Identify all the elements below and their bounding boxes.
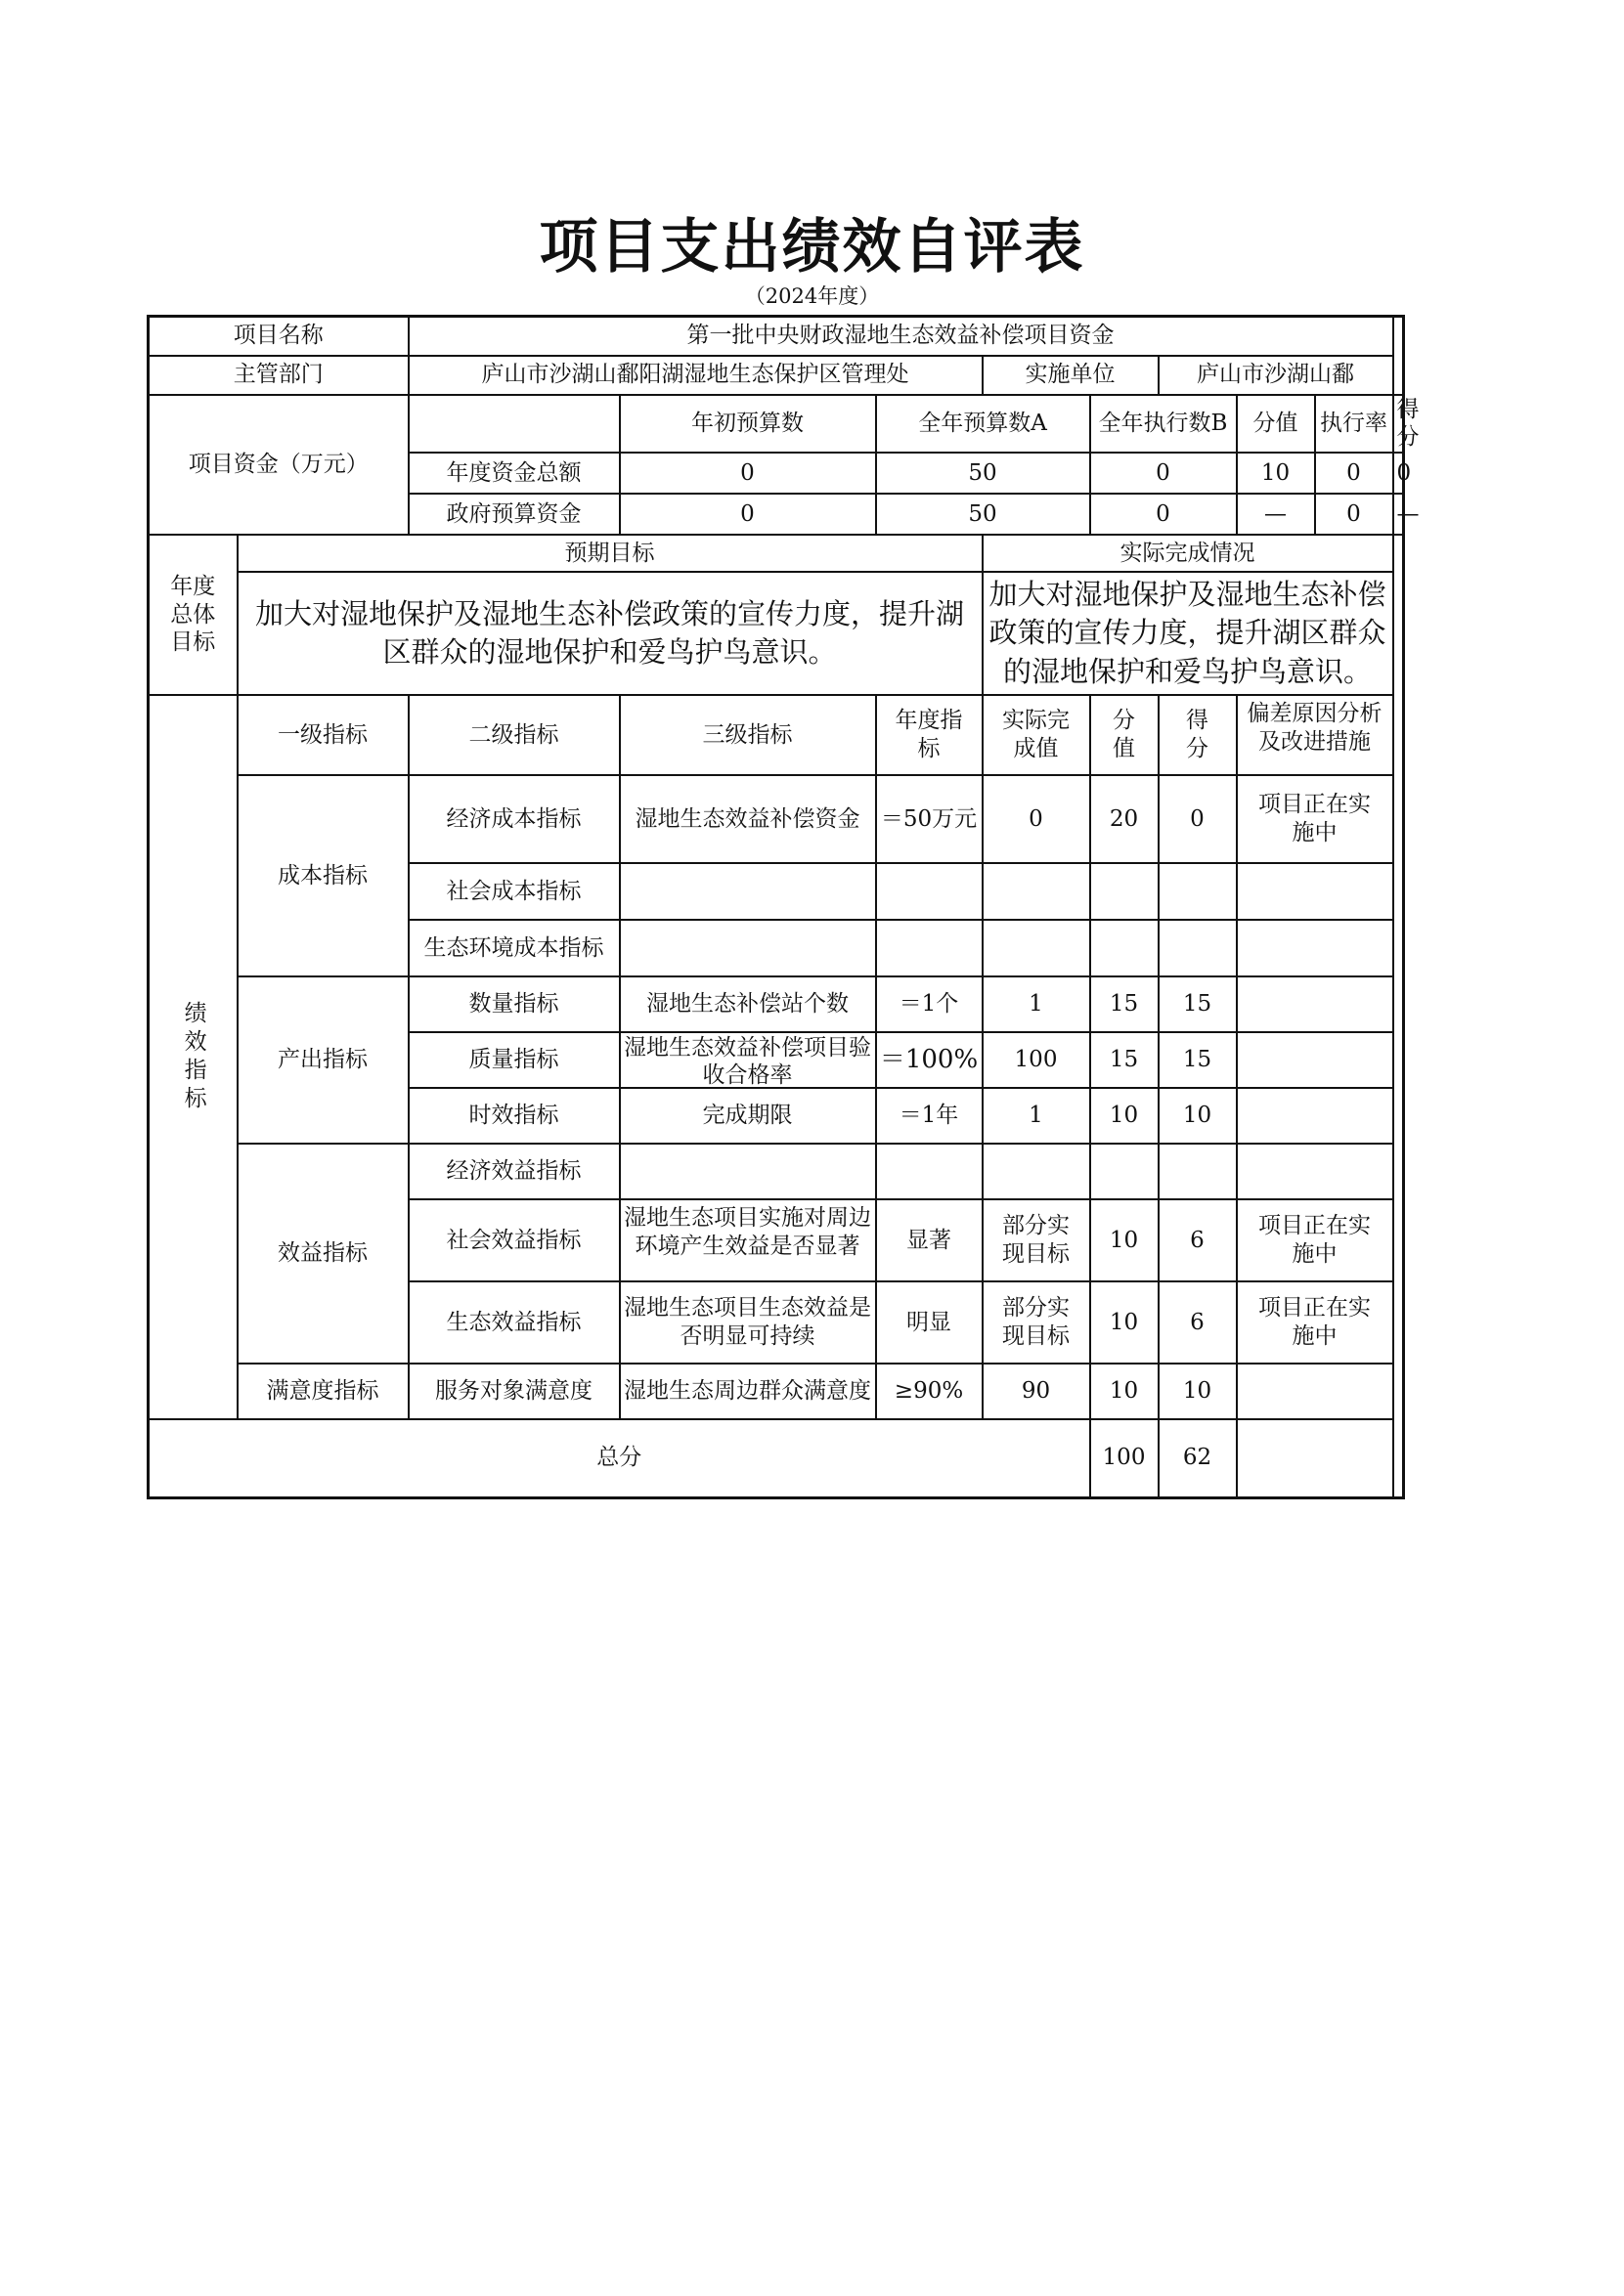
dept-value: 庐山市沙湖山鄱阳湖湿地生态保护区管理处 (409, 356, 983, 395)
col-actual: 实际完成值 (983, 695, 1090, 775)
perf-score (1090, 920, 1159, 976)
perf-l3: 湿地生态项目生态效益是否明显可持续 (620, 1281, 876, 1364)
funds-score: — (1237, 494, 1315, 535)
perf-l3: 完成期限 (620, 1088, 876, 1144)
col-exec-rate-text: 执行率 (1320, 411, 1387, 437)
perf-label-cell (149, 695, 238, 1419)
perf-l2: 数量指标 (409, 976, 620, 1032)
perf-actual: 100 (983, 1032, 1090, 1088)
col-level2: 二级指标 (409, 695, 620, 775)
funds-row-label: 政府预算资金 (409, 494, 620, 535)
year-subtitle: （2024年度） (744, 284, 880, 308)
perf-l3: 湿地生态补偿站个数 (620, 976, 876, 1032)
expected-goal-text: 加大对湿地保护及湿地生态补偿政策的宣传力度，提升湖区群众的湿地保护和爱鸟护鸟意识。 (238, 572, 983, 695)
perf-row (149, 1364, 1404, 1419)
group-output: 产出指标 (238, 976, 409, 1144)
col-target: 年度指标 (876, 695, 983, 775)
perf-target: ＝50万元 (876, 775, 983, 863)
perf-score (1090, 863, 1159, 920)
perf-label: 绩效指标 (180, 1000, 206, 1114)
perf-got: 10 (1159, 1088, 1237, 1144)
perf-l3-cell (620, 1032, 876, 1088)
perf-l2: 社会成本指标 (409, 863, 620, 920)
funds-got: — (1393, 494, 1404, 535)
perf-reason (1237, 1088, 1393, 1144)
total-row (149, 1419, 1404, 1497)
funds-annual: 50 (876, 494, 1090, 535)
perf-score: 10 (1090, 1088, 1159, 1144)
perf-row (149, 976, 1404, 1032)
dept-row (149, 356, 1404, 395)
group-satisfaction: 满意度指标 (238, 1364, 409, 1419)
perf-l2: 生态环境成本指标 (409, 920, 620, 976)
perf-l2: 时效指标 (409, 1088, 620, 1144)
perf-l3 (620, 1144, 876, 1199)
perf-actual: 部分实现目标 (983, 1281, 1090, 1364)
expected-goal-label: 预期目标 (238, 535, 983, 572)
group-cost: 成本指标 (238, 775, 409, 976)
funds-header-blank (409, 395, 620, 454)
perf-l3: 湿地生态项目实施对周边环境产生效益是否显著 (624, 1205, 871, 1259)
self-evaluation-table (147, 315, 1420, 1499)
perf-header-row (149, 695, 1404, 775)
total-reason (1237, 1419, 1393, 1497)
perf-reason (1237, 863, 1393, 920)
col-annual-budget: 全年预算数A (876, 395, 1090, 454)
perf-target: ＝1年 (876, 1088, 983, 1144)
perf-l2: 质量指标 (409, 1032, 620, 1088)
col-level3: 三级指标 (620, 695, 876, 775)
perf-target (876, 863, 983, 920)
perf-score: 10 (1090, 1281, 1159, 1364)
perf-got: 15 (1159, 976, 1237, 1032)
perf-got (1159, 920, 1237, 976)
perf-actual (983, 863, 1090, 920)
perf-actual: 1 (983, 1088, 1090, 1144)
funds-initial: 0 (620, 453, 876, 494)
perf-target: 明显 (876, 1281, 983, 1364)
perf-reason (1237, 1032, 1393, 1088)
goal-label: 年度总体目标 (149, 535, 238, 695)
funds-annual: 50 (876, 453, 1090, 494)
perf-l3 (620, 863, 876, 920)
perf-score: 15 (1090, 1032, 1159, 1088)
col-perf-score: 分值 (1090, 695, 1159, 775)
perf-reason (1237, 976, 1393, 1032)
perf-target: ≥90% (876, 1364, 983, 1419)
perf-l2: 服务对象满意度 (409, 1364, 620, 1419)
funds-exec: 0 (1090, 494, 1237, 535)
actual-goal-label: 实际完成情况 (983, 535, 1393, 572)
perf-reason (1237, 920, 1393, 976)
funds-rate: 0 (1315, 453, 1393, 494)
project-name-row (149, 317, 1404, 356)
perf-actual: 1 (983, 976, 1090, 1032)
total-label: 总分 (149, 1419, 1090, 1497)
col-reason (1237, 695, 1393, 775)
perf-got: 6 (1159, 1199, 1237, 1281)
perf-target: ＝100% (876, 1032, 983, 1088)
perf-actual: 0 (983, 775, 1090, 863)
col-level1: 一级指标 (238, 695, 409, 775)
perf-actual (983, 920, 1090, 976)
perf-l3-cell (620, 1199, 876, 1281)
perf-target: ＝1个 (876, 976, 983, 1032)
perf-row (149, 1144, 1404, 1199)
perf-score: 10 (1090, 1364, 1159, 1419)
group-benefit: 效益指标 (238, 1144, 409, 1364)
actual-goal-text: 加大对湿地保护及湿地生态补偿政策的宣传力度，提升湖区群众的湿地保护和爱鸟护鸟意识。 (983, 572, 1393, 695)
col-exec-rate (1315, 395, 1393, 454)
perf-l3-cell (620, 1364, 876, 1419)
perf-got: 10 (1159, 1364, 1237, 1419)
dept-label: 主管部门 (149, 356, 409, 395)
funds-score: 10 (1237, 453, 1315, 494)
goal-content-row (149, 572, 1404, 695)
perf-reason: 项目正在实施中 (1237, 775, 1393, 863)
page-title: 项目支出绩效自评表 (539, 213, 1085, 282)
col-annual-exec: 全年执行数B (1090, 395, 1237, 454)
funds-initial: 0 (620, 494, 876, 535)
perf-score: 15 (1090, 976, 1159, 1032)
perf-reason (1237, 1364, 1393, 1419)
perf-actual: 90 (983, 1364, 1090, 1419)
perf-reason: 项目正在实施中 (1237, 1199, 1393, 1281)
perf-reason (1237, 1144, 1393, 1199)
perf-got: 6 (1159, 1281, 1237, 1364)
col-initial-budget: 年初预算数 (620, 395, 876, 454)
col-reason-text: 偏差原因分析及改进措施 (1247, 701, 1383, 755)
funds-rate: 0 (1315, 494, 1393, 535)
perf-target: 显著 (876, 1199, 983, 1281)
perf-score (1090, 1144, 1159, 1199)
project-name-label: 项目名称 (149, 317, 409, 356)
perf-l3 (620, 920, 876, 976)
perf-row (149, 775, 1404, 863)
impl-value: 庐山市沙湖山鄱 (1159, 356, 1393, 395)
total-score: 100 (1090, 1419, 1159, 1497)
perf-l3: 湿地生态周边群众满意度 (624, 1378, 871, 1405)
perf-l3: 湿地生态效益补偿项目验收合格率 (624, 1034, 871, 1089)
funds-label: 项目资金（万元） (149, 395, 409, 536)
perf-got: 15 (1159, 1032, 1237, 1088)
perf-score: 20 (1090, 775, 1159, 863)
perf-l2: 生态效益指标 (409, 1281, 620, 1364)
perf-l2: 经济效益指标 (409, 1144, 620, 1199)
goal-header-row (149, 535, 1404, 572)
impl-label: 实施单位 (983, 356, 1159, 395)
perf-got (1159, 863, 1237, 920)
perf-got: 0 (1159, 775, 1237, 863)
funds-exec: 0 (1090, 453, 1237, 494)
perf-target (876, 920, 983, 976)
perf-l2: 社会效益指标 (409, 1199, 620, 1281)
funds-got: 0 (1393, 453, 1404, 494)
perf-reason: 项目正在实施中 (1237, 1281, 1393, 1364)
perf-score: 10 (1090, 1199, 1159, 1281)
col-perf-got: 得分 (1159, 695, 1237, 775)
perf-l3: 湿地生态效益补偿资金 (620, 775, 876, 863)
col-got: 得分 (1393, 395, 1404, 454)
perf-target (876, 1144, 983, 1199)
total-got: 62 (1159, 1419, 1237, 1497)
project-name-value: 第一批中央财政湿地生态效益补偿项目资金 (409, 317, 1393, 356)
col-score: 分值 (1237, 395, 1315, 454)
perf-actual (983, 1144, 1090, 1199)
perf-actual: 部分实现目标 (983, 1199, 1090, 1281)
perf-got (1159, 1144, 1237, 1199)
funds-row-label: 年度资金总额 (409, 453, 620, 494)
funds-header-row (149, 395, 1404, 454)
perf-l2: 经济成本指标 (409, 775, 620, 863)
